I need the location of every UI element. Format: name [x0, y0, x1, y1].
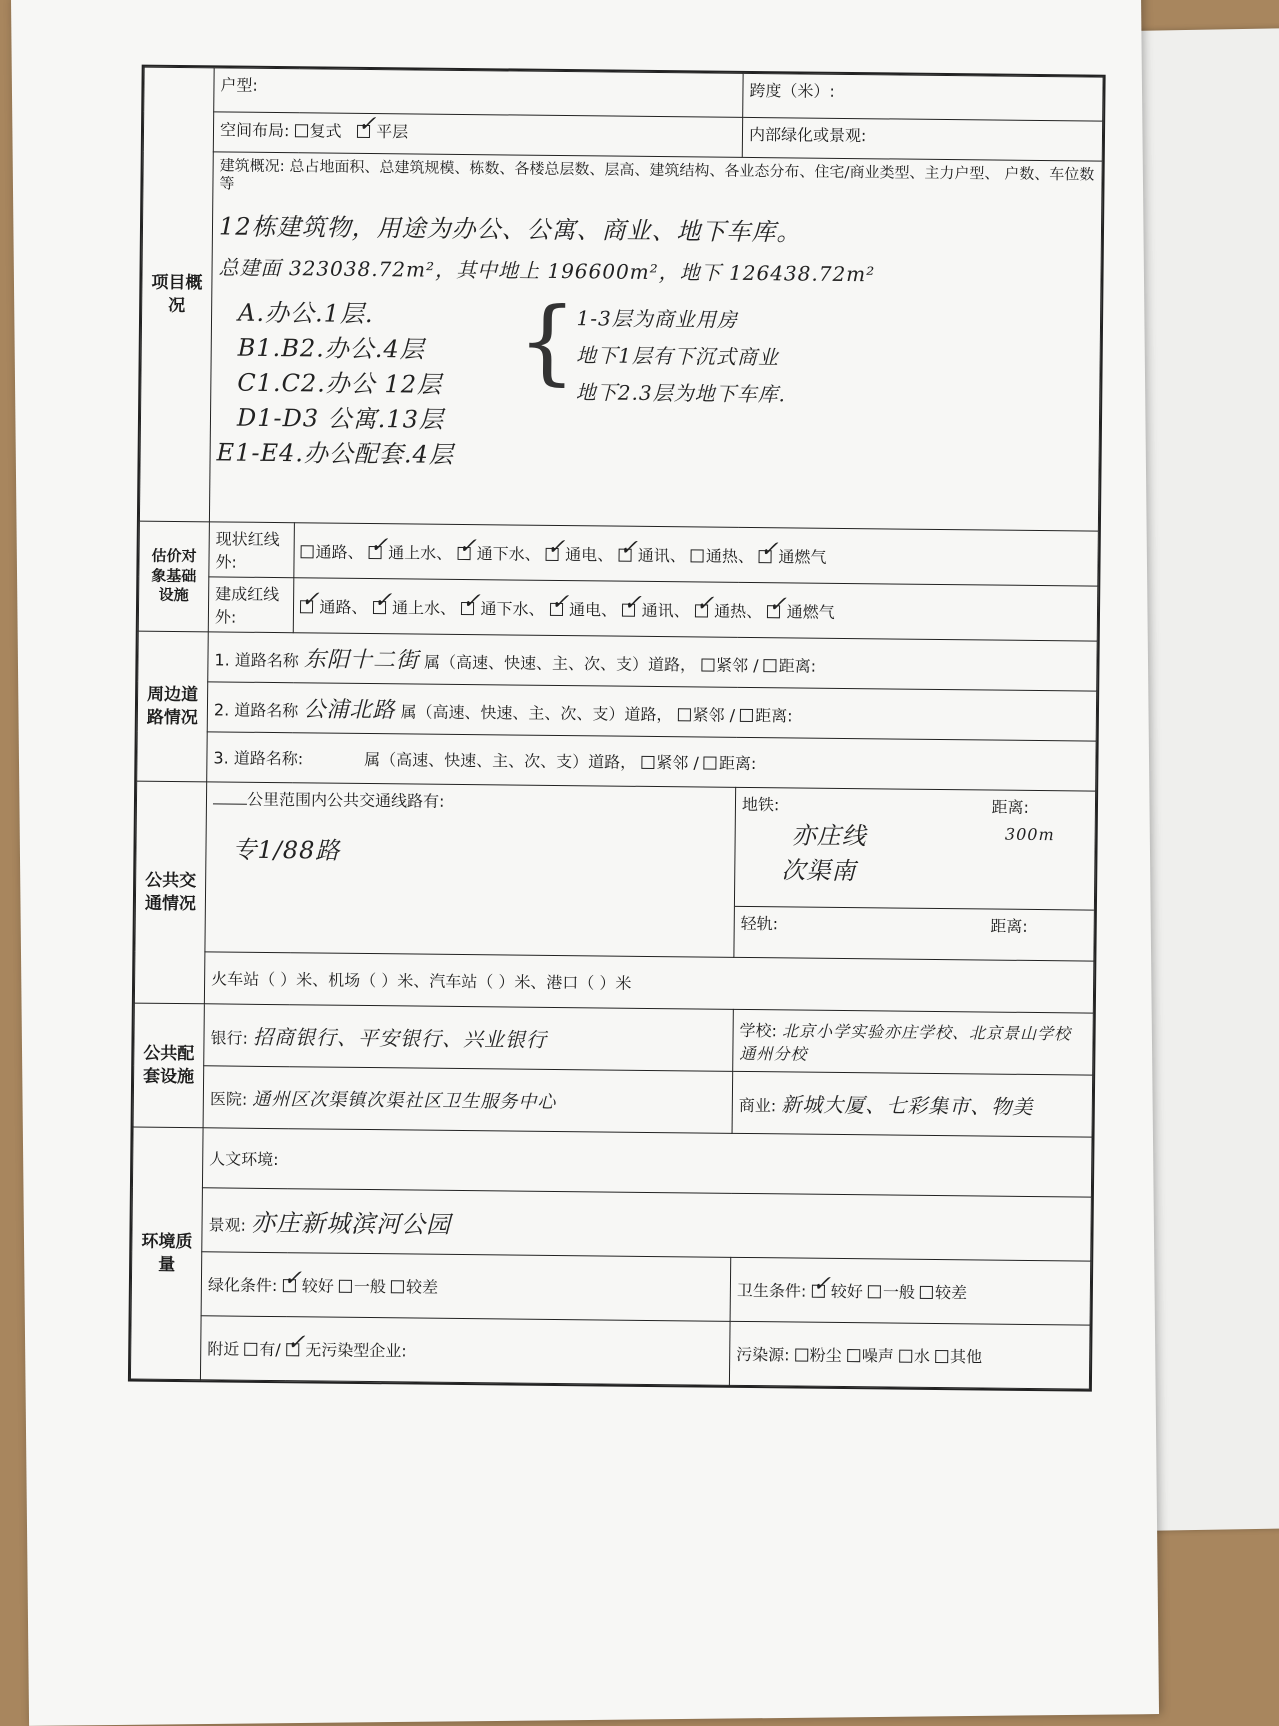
infra-opt-gas[interactable]: ✓通燃气 — [759, 536, 827, 567]
span-field: 跨度（米）: — [743, 73, 1103, 121]
infra-opt-water-supply[interactable]: ✓通上水 — [373, 587, 441, 618]
hospital-field: 医院: 通州区次渠镇次渠社区卫生服务中心 — [203, 1066, 733, 1134]
infra-row1-options: 通路、 ✓通上水、 ✓通下水、 ✓通电、 ✓通讯、 通热、 ✓通燃气 — [294, 523, 1099, 586]
layout-option-flat[interactable]: ✓平层 — [357, 111, 409, 142]
infra-opt-drainage[interactable]: ✓通下水 — [462, 588, 529, 619]
pollution-opt-water[interactable]: 水 — [899, 1347, 930, 1366]
subway-station-value[interactable]: 次渠南 — [781, 856, 857, 886]
road1-name[interactable]: 东阳十二街 — [303, 647, 420, 674]
nearby-opt-no[interactable]: ✓无污染型企业: — [286, 1330, 407, 1361]
infra-section-label: 估价对象基础设施 — [138, 521, 209, 632]
subway-line-value[interactable]: 亦庄线 — [791, 821, 867, 851]
infra-opt-water-supply[interactable]: ✓通上水 — [369, 532, 437, 563]
road-row-1: 1. 道路名称 东阳十二街 属（高速、快速、主、次、支）道路， 紧邻 / 距离: — [208, 632, 1097, 691]
layout-option-duplex[interactable]: 复式 — [294, 121, 341, 140]
commerce-field: 商业: 新城大厦、七彩集市、物美 — [732, 1071, 1093, 1137]
infra-opt-heating[interactable]: 通热 — [691, 546, 738, 565]
adjacent-checkbox[interactable] — [701, 658, 714, 671]
school-value[interactable]: 北京小学实验亦庄学校、北京景山学校通州分校 — [739, 1020, 1072, 1064]
overview-prompt: 建筑概况: 总占地面积、总建筑规模、栋数、各楼总层数、层高、建筑结构、各业态分布、住宅/商业类型、主力户型、 户数、车位数等 — [219, 156, 1095, 193]
landscape-field: 景观: 亦庄新城滨河公园 — [202, 1188, 1092, 1261]
school-field: 学校: 北京小学实验亦庄学校、北京景山学校通州分校 — [733, 1009, 1094, 1075]
overview-handwriting-line1: 12栋建筑物，用途为办公、公寓、商业、地下车库。 — [218, 212, 802, 247]
nearby-enterprise-field: 附近 有/ ✓无污染型企业: — [200, 1316, 730, 1386]
bank-value[interactable]: 招商银行、平安银行、兴业银行 — [252, 1024, 548, 1052]
road2-name[interactable]: 公浦北路 — [303, 697, 396, 724]
distance-checkbox[interactable] — [704, 757, 717, 770]
bank-field: 银行: 招商银行、平安银行、兴业银行 — [204, 1004, 734, 1072]
subway-field: 地铁: 距离: 亦庄线 次渠南 300m 轻轨: 距离: — [734, 787, 1096, 961]
subway-distance-value[interactable]: 300m — [1004, 824, 1055, 845]
road-row-2: 2. 道路名称 公浦北路 属（高速、快速、主、次、支）道路， 紧邻 / 距离: — [207, 682, 1096, 741]
survey-form — [128, 65, 1106, 1392]
sanitation-opt-poor[interactable]: 较差 — [920, 1283, 967, 1302]
infra-row2-label: 建成红线外: — [208, 577, 294, 633]
bus-lines-value[interactable]: 专1/88路 — [232, 835, 341, 865]
infra-opt-road[interactable]: ✓通路 — [300, 586, 352, 617]
infra-opt-gas[interactable]: ✓通燃气 — [768, 591, 835, 622]
pollution-opt-dust[interactable]: 粉尘 — [795, 1346, 842, 1365]
pollution-opt-noise[interactable]: 噪声 — [847, 1346, 894, 1365]
environment-section-label: 环境质量 — [130, 1127, 203, 1380]
building-list-item: D1-D3 公寓.13层 — [236, 403, 445, 434]
road-row-3: 3. 道路名称: 属（高速、快速、主、次、支）道路， 紧邻 / 距离: — [207, 732, 1096, 791]
commerce-value[interactable]: 新城大厦、七彩集市、物美 — [781, 1092, 1034, 1119]
greening-opt-poor[interactable]: 较差 — [391, 1277, 438, 1296]
sanitation-opt-good[interactable]: ✓较好 — [812, 1271, 863, 1302]
distance-checkbox[interactable] — [764, 659, 777, 672]
infra-opt-power[interactable]: ✓通电 — [550, 589, 602, 619]
landscape-value[interactable]: 亦庄新城滨河公园 — [250, 1208, 452, 1239]
culture-field: 人文环境: — [202, 1128, 1092, 1197]
building-note: 地下2.3层为地下车库. — [575, 380, 787, 407]
facilities-section-label: 公共配套设施 — [133, 1003, 204, 1128]
infra-opt-road[interactable]: 通路 — [301, 542, 348, 561]
bus-lines-field: 公里范围内公共交通线路有: 专1/88路 — [205, 782, 736, 958]
nearby-opt-yes[interactable]: 有/ — [244, 1340, 281, 1359]
infra-opt-heating[interactable]: ✓通热 — [695, 590, 747, 621]
unit-type-field: 户型: — [214, 68, 743, 118]
project-section-label: 项目概况 — [139, 67, 214, 522]
brace-symbol: { — [517, 287, 577, 396]
building-list-item: A.办公.1层. — [237, 298, 374, 329]
building-list-item: E1-E4.办公配套.4层 — [216, 438, 454, 469]
overview-handwriting-line2: 总建面 323038.72m²，其中地上 196600m²，地下 126438.72m² — [218, 255, 876, 287]
stations-distance-line: 火车站（ ）米、机场（ ）米、汽车站（ ）米、港口（ ）米 — [204, 952, 1093, 1013]
building-note: 地下1层有下沉式商业 — [576, 343, 780, 370]
hospital-value[interactable]: 通州区次渠镇次渠社区卫生服务中心 — [252, 1088, 557, 1113]
sanitation-opt-average[interactable]: 一般 — [868, 1282, 915, 1301]
roads-section-label: 周边道路情况 — [137, 631, 209, 782]
infra-opt-power[interactable]: ✓通电 — [546, 534, 598, 564]
transit-section-label: 公共交通情况 — [134, 781, 206, 1004]
pollution-source-field: 污染源: 粉尘 噪声 水 其他 — [729, 1321, 1090, 1389]
infra-opt-drainage[interactable]: ✓通下水 — [458, 533, 525, 564]
distance-checkbox[interactable] — [740, 709, 753, 722]
greening-condition-field: 绿化条件: ✓较好 一般 较差 — [201, 1252, 731, 1322]
building-list-item: C1.C2.办公 12层 — [237, 368, 443, 399]
infra-row2-options: ✓通路、 ✓通上水、 ✓通下水、 ✓通电、 ✓通讯、 ✓通热、 ✓通燃气 — [293, 578, 1098, 641]
building-list-item: B1.B2.办公.4层 — [237, 333, 425, 364]
pollution-opt-other[interactable]: 其他 — [935, 1347, 982, 1366]
building-overview-field — [209, 152, 1102, 531]
greening-opt-average[interactable]: 一般 — [339, 1277, 386, 1296]
infra-row1-label: 现状红线外: — [209, 522, 295, 578]
building-note: 1-3层为商业用房 — [576, 306, 738, 332]
adjacent-checkbox[interactable] — [678, 708, 691, 721]
layout-field: 空间布局: 复式 ✓平层 — [213, 112, 742, 158]
infra-opt-telecom[interactable]: ✓通讯 — [619, 535, 670, 565]
adjacent-checkbox[interactable] — [641, 756, 654, 769]
greening-field: 内部绿化或景观: — [742, 117, 1102, 161]
greening-opt-good[interactable]: ✓较好 — [283, 1266, 334, 1296]
infra-opt-telecom[interactable]: ✓通讯 — [623, 590, 674, 620]
paper-sheet — [11, 0, 1159, 1726]
sanitation-condition-field: 卫生条件: ✓较好 一般 较差 — [730, 1257, 1091, 1325]
